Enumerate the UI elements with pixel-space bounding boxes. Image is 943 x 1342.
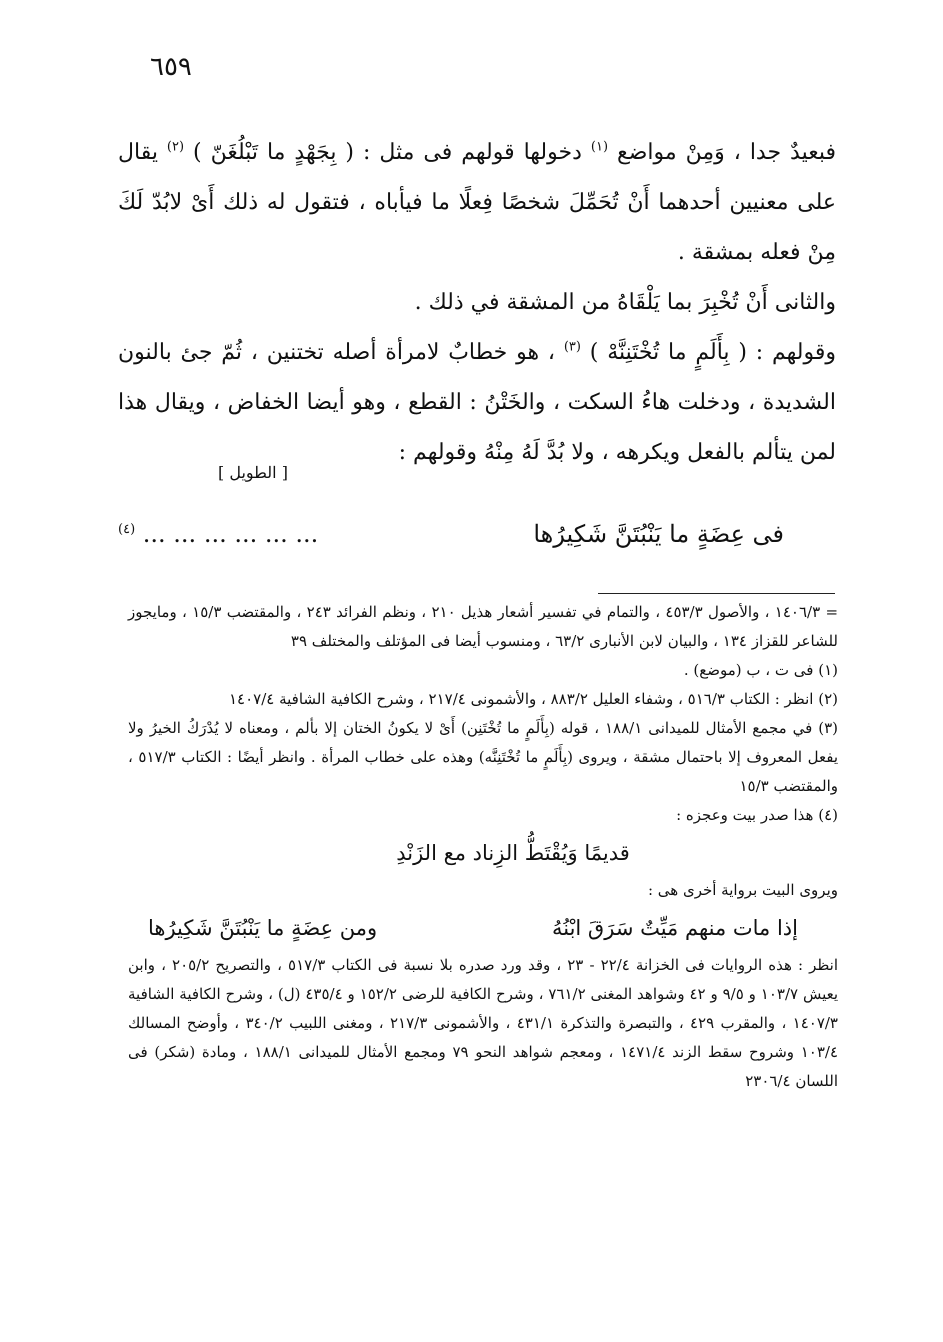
footnote-continuation: = ١٤٠٦/٣ ، والأصول ٤٥٣/٣ ، والتمام في تفسير أشعار هذيل ٢١٠ ، ونظم الفرائد ٢٤٣ ، والمقتضب ١٥/٣ ، ومايجوز للشاعر للقزاز ١٣٤ ، والبيان لابن الأنبارى ٦٣/٢ ، ومنسوب أيضا فى المؤتلف والمختلف ٣٩ xyxy=(128,603,839,650)
footnote-separator xyxy=(598,593,835,594)
footnote-ref-3[interactable]: (٣) xyxy=(563,339,581,355)
footnote-2: (٢) انظر : الكتاب ٥١٦/٣ ، وشفاء العليل ٨٨٣/٢ ، والأشمونى ٢١٧/٤ ، وشرح الكافية الشافية ١٤٠٧/٤ xyxy=(228,690,838,708)
verse-hemistich-2 xyxy=(118,520,318,548)
footnotes xyxy=(128,598,838,1096)
paragraph-1 xyxy=(118,128,836,278)
footnote-ref-4[interactable]: (٤) xyxy=(118,522,136,537)
paragraph-1-text-b: دخولها قولهم فى مثل : ( بِجَهْدٍ ما تَبْلُغَنّ ) xyxy=(184,140,591,165)
footnote-4-intro: (٤) هذا صدر بيت وعجزه : xyxy=(676,806,838,824)
footnote-1: (١) فى ت ، ب (موضع) . xyxy=(683,661,838,679)
paragraph-3-text-b: ، هو خطابٌ لامرأة أصله تختنين ، ثُمّ جئ بالنون الشديدة ، ودخلت هاءُ السكت ، والخَتْنُ : القطع ، وهو أيضا الخفاض ، ويقال هذا لمن يتألم بالفعل ويكرهه ، ولا بُدَّ لَهُ مِنْهُ وقولهم : xyxy=(118,340,836,465)
footnote-4-references: انظر : هذه الروايات فى الخزانة ٢٢/٤ - ٢٣ ، وقد ورد صدره بلا نسبة فى الكتاب ٥١٧/٣ ، والتصريح ٢٠٥/٢ ، وابن يعيش ١٠٣/٧ و ٩/٥ و ٤٢ وشواهد المغنى ٧٦١/٢ ، وشرح الكافية للرضى ١٥٢/٢ و ٤٣٥/٤ (ل) ، وشرح الكافية الشافية ١٤٠٧/٣ ، والمقرب ٤٢٩ ، والتبصرة والتذكرة ٤٣١/١ ، والأشمونى ٢١٧/٣ ، ومغنى اللبيب ٣٤٠/٢ ، وأوضح المسالك ١٠٣/٤ وشروح سقط الزند ١٤٧١/٤ ، ومعجم شواهد النحو ٧٩ ومجمع الأمثال للميدانى ١٨٨/١ ، ومادة (شكر) فى اللسان ٢٣٠٦/٤ xyxy=(128,956,839,1090)
footnote-4-alt-verse xyxy=(128,905,838,951)
paragraph-3-text-a: وقولهم : ( بِأَلَمٍ ما تُخْتَنِنَّهْ ) xyxy=(580,340,836,365)
main-text xyxy=(118,128,836,478)
verse-hemistich-1: فى عِضَةٍ ما يَنْبُتَنَّ شَكِيرُها xyxy=(533,520,784,548)
paragraph-3 xyxy=(118,328,836,478)
footnote-ref-1[interactable]: (١) xyxy=(590,139,609,155)
paragraph-1-text-c: يقال على معنيين أحدهما أَنْ تُحَمِّلَ شخصًا فِعلًا ما فيأباه ، فتقول له ذلك أَىْ لابُدّ لَكَ مِنْ فعله بمشقة . xyxy=(118,140,836,265)
footnote-4-verse: قديمًا وَيُقْتَطُّ الزِناد مع الزَنْدِ xyxy=(396,841,630,865)
footnote-ref-2[interactable]: (٢) xyxy=(166,139,185,155)
verse-ellipsis: ... ... ... ... ... ... xyxy=(142,520,319,548)
paragraph-1-text-a: فبعيدٌ جدا ، وَمِنْ مواضع xyxy=(608,140,837,165)
paragraph-2: والثانى أَنْ تُخْبِرَ بما يَلْقَاهُ من المشقة في ذلك . xyxy=(414,290,836,315)
meter-label: [ الطويل ] xyxy=(218,463,288,482)
poetry-verse xyxy=(118,520,784,548)
alt-verse-hemistich-1: إذا مات منهم مَيِّتٌ سَرَقَ ابْنُهُ xyxy=(551,916,798,940)
footnote-4-alt-intro: ويروى البيت برواية أخرى هى : xyxy=(647,881,838,899)
alt-verse-hemistich-2: ومن عِضَةٍ ما يَنْبُتَنَّ شَكِيرُها xyxy=(148,916,378,940)
footnote-3: (٣) في مجمع الأمثال للميدانى ١٨٨/١ ، قوله (بِأَلَمٍ ما تُخْتَنِن) أَىْ لا يكونُ الختان إلا بألم ، ومعناه لا يُدْرَكُ الخيرُ ولا يفعل المعروف إلا باحتمال مشقة ، ويروى (بِأَلَمٍ ما تُخْتَنِنَّه) وهذه على خطاب المرأة . وانظر أيضًا : الكتاب ٥١٧/٣ ، والمقتضب ١٥/٣ xyxy=(128,719,838,795)
page-number: ٦٥٩ xyxy=(150,52,192,82)
